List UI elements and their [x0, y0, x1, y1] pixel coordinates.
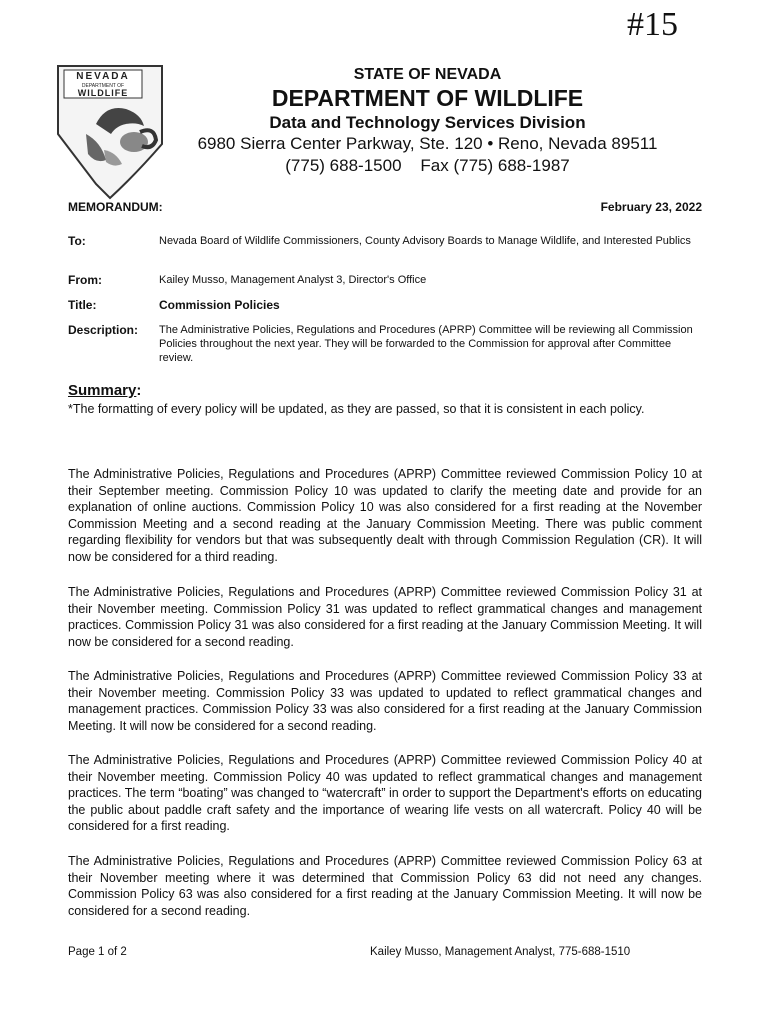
logo-dept-text: DEPARTMENT OF: [81, 83, 125, 89]
title-value: Commission Policies: [159, 298, 280, 312]
footer-contact: Kailey Musso, Management Analyst, 775-688-1510: [370, 946, 631, 958]
summary-heading-colon: :: [136, 382, 142, 399]
summary-paragraph-policy-40: The Administrative Policies, Regulations and Procedures (APRP) Committee reviewed Commission Policy 40 at their November meeting. Commission Policy 40 was updated to reflect grammatical changes and management practices. The term “boating” was changed to “watercraft” in order to support the Department's efforts on educating the public about paddle craft safety and the importance of wearing life vests on all watercraft. Policy 40 will be considered for a first reading.: [68, 753, 702, 833]
department-name: DEPARTMENT OF WILDLIFE: [271, 85, 584, 111]
summary-paragraph-policy-10: The Administrative Policies, Regulations and Procedures (APRP) Committee reviewed Commission Policy 10 at their September meeting. Commission Policy 10 was updated to clarify the meeting date and provide for an explanation of online auctions. Commission Policy 10 was also considered for a first reading at the November Commission Meeting and a second reading at the January Commission Meeting. There was public comment regarding flexibility for vendors but that was subsequently dealt with through Commission Regulation (CR). It will now be considered for a third reading.: [68, 467, 702, 564]
page-number: #15: [627, 6, 678, 43]
to-value: Nevada Board of Wildlife Commissioners, County Advisory Boards to Manage Wildlife, and Interested Publics: [159, 235, 691, 247]
logo-nevada-text: NEVADA: [76, 71, 130, 82]
phone-fax: (775) 688-1500 Fax (775) 688-1987: [285, 156, 570, 175]
from-value: Kailey Musso, Management Analyst 3, Director's Office: [159, 274, 427, 286]
nevada-wildlife-logo: [56, 64, 164, 200]
footer-page-number: Page 1 of 2: [68, 946, 127, 958]
summary-heading: [68, 382, 141, 399]
logo-wildlife-text: WILDLIFE: [77, 88, 129, 98]
memo-date: February 23, 2022: [600, 200, 702, 214]
from-label: From:: [68, 273, 102, 287]
title-label: Title:: [68, 298, 97, 312]
to-label: To:: [68, 234, 86, 248]
summary-paragraph-policy-33: The Administrative Policies, Regulations and Procedures (APRP) Committee reviewed Commission Policy 33 at their November meeting. Commission Policy 33 was updated to updated to reflect grammatical changes and management practices. Commission Policy 33 was also considered for a first reading at the January Commission Meeting. It will now be considered for a second reading.: [68, 669, 702, 733]
description-label: Description:: [68, 323, 139, 337]
division-name: Data and Technology Services Division: [269, 113, 586, 132]
description-value: The Administrative Policies, Regulations and Procedures (APRP) Committee will be reviewing all Commission Policies throughout the next year. They will be forwarded to the Commission for approval after Committee review.: [159, 324, 693, 364]
state-name: STATE OF NEVADA: [353, 66, 502, 83]
summary-paragraph-policy-63: The Administrative Policies, Regulations and Procedures (APRP) Committee reviewed Commission Policy 63 at their November meeting where it was determined that Commission Policy 63 did not need any changes. Commission Policy 63 was also considered for a first reading at the January Commission Meeting. It will now be considered for a second reading.: [68, 854, 702, 918]
summary-heading-text: Summary: [68, 382, 137, 399]
summary-note: *The formatting of every policy will be updated, as they are passed, so that it is consistent in each policy.: [68, 402, 645, 416]
summary-paragraph-policy-31: The Administrative Policies, Regulations and Procedures (APRP) Committee reviewed Commission Policy 31 at their November meeting. Commission Policy 31 was updated to reflect grammatical changes and management practices. Commission Policy 31 was also considered for a first reading at the January Commission Meeting. It will now be considered for a second reading.: [68, 585, 702, 649]
address: 6980 Sierra Center Parkway, Ste. 120 • Reno, Nevada 89511: [197, 134, 658, 153]
memorandum-label: MEMORANDUM:: [68, 200, 163, 214]
